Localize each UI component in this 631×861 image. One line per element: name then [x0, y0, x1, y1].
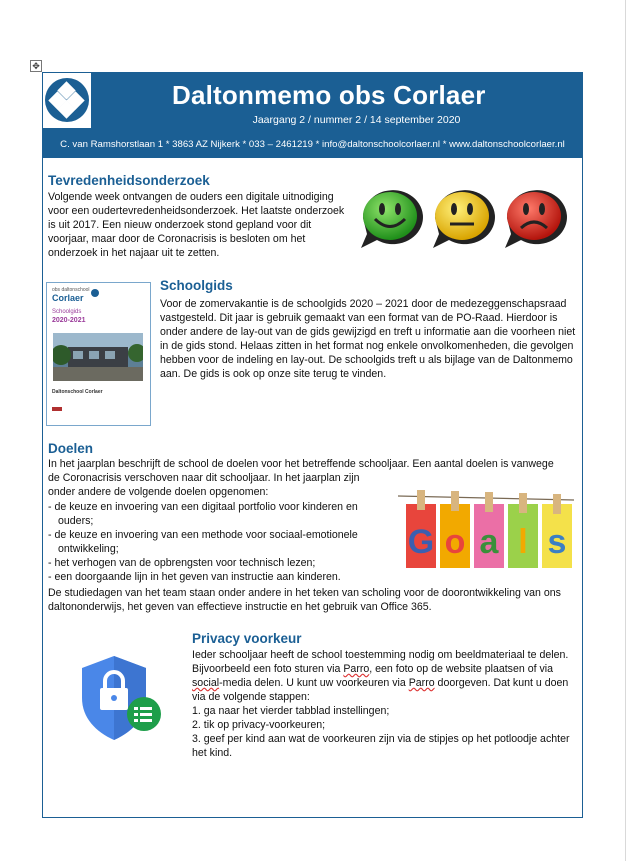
heading-privacy: Privacy voorkeur: [192, 631, 302, 646]
newsletter-title: Daltonmemo obs Corlaer: [172, 80, 486, 110]
list-item: - de keuze en invoering van een digitaal portfolio voor kinderen en ouders;: [48, 501, 358, 527]
heading-schoolgids: Schoolgids: [160, 278, 233, 293]
text-tevredenheid: Volgende week ontvangen de ouders een digitale uitnodiging voor een oudertevredenheidsonderzoek. Het laatste onderzoek is uit 2017. Een nieuw onderzoek stond gepland voor dit voorjaar, maar door de Coronacrisis is besloten om het onderzoek in het najaar uit te zetten.: [48, 191, 345, 259]
list-item: 2. tik op privacy-voorkeuren;: [192, 719, 326, 731]
text-doelen-outro: De studiedagen van het team staan onder andere in het teken van scholing voor de doorontwikkeling van ons daltononderwijs, het geven van effectieve instructie en het gebruik van Office 365.: [48, 587, 561, 613]
misspelled-word: Parro: [408, 677, 435, 689]
text-schoolgids: Voor de zomervakantie is de schoolgids 2020 – 2021 door de medezeggenschapsraad vastgesteld. Dit jaar is gebruik gemaakt van een format van de PO-Raad. Hierdoor is onder andere de lay-out van de gids gewijzigd en treft u informatie aan die voorheen niet in de gids stond. Helaas zitten in het format nog enkele onvolkomenheden, die gevolgen hebben voor de indeling en lay-out. De schoolgids treft u als bijlage van de Daltonmemo aan. De gids is ook op onze site terug te vinden.: [160, 298, 576, 380]
issue-info: Jaargang 2 / nummer 2 / 14 september 2020: [252, 114, 461, 126]
text-doelen-intro-2: de Coronacrisis verschoven naar dit schooljaar. In het jaarplan zijn: [48, 472, 360, 484]
list-item: 1. ga naar het vierder tabblad instellingen;: [192, 705, 390, 717]
list-item: - het verhogen van de opbrengsten voor technisch lezen;: [48, 557, 316, 569]
cover-logo-icon: [91, 289, 99, 297]
misspelled-word: Parro: [343, 663, 370, 675]
school-address: C. van Ramshorstlaan 1 * 3863 AZ Nijkerk * 033 – 2461219 * info@daltonschoolcorlaer.nl * www.daltonschoolcorlaer.nl: [60, 139, 565, 150]
happy-face-icon: [361, 190, 423, 248]
school-building-photo: [53, 333, 143, 381]
smileys-image: [355, 186, 570, 256]
misspelled-word: social: [192, 677, 220, 689]
goals-image: G o a l s: [398, 488, 574, 574]
list-item: 3. geef per kind aan wat de voorkeuren zijn via de stipjes op het potloodje achter het kind.: [192, 733, 570, 759]
table-move-handle-icon[interactable]: ✥: [30, 60, 42, 72]
page-edge: [625, 0, 626, 861]
newsletter-header: [42, 72, 583, 158]
text-doelen-intro-3: onder andere de volgende doelen opgenomen:: [48, 486, 269, 498]
privacy-steps: [192, 704, 582, 760]
text-privacy: Ieder schooljaar heeft de school toestemming nodig om beeldmateriaal te delen. Bijvoorbeeld een foto sturen via Parro, een foto op de website plaatsen of via social-media delen. U kunt uw voorkeuren via Parro doorgeven. Dat kunt u doen via de volgende stappen:: [192, 649, 569, 703]
schoolgids-cover: obs daltonschool Corlaer Schoolgids 2020-2021 Daltonschool Corlaer: [46, 282, 151, 426]
doelen-list: [48, 500, 378, 584]
heading-doelen: Doelen: [48, 441, 94, 456]
cover-footer-mark: [52, 407, 62, 411]
list-item: - de keuze en invoering van een methode voor sociaal-emotionele ontwikkeling;: [48, 529, 358, 555]
neutral-face-icon: [433, 190, 495, 248]
sad-face-icon: [505, 190, 567, 248]
security-shield-icon: [74, 652, 164, 744]
list-item: - een doorgaande lijn in het geven van instructie aan kinderen.: [48, 571, 341, 583]
text-doelen-intro: In het jaarplan beschrijft de school de doelen voor het betreffende schooljaar. Een aantal doelen is vanwege: [48, 458, 554, 470]
heading-tevredenheid: Tevredenheidsonderzoek: [48, 173, 210, 188]
